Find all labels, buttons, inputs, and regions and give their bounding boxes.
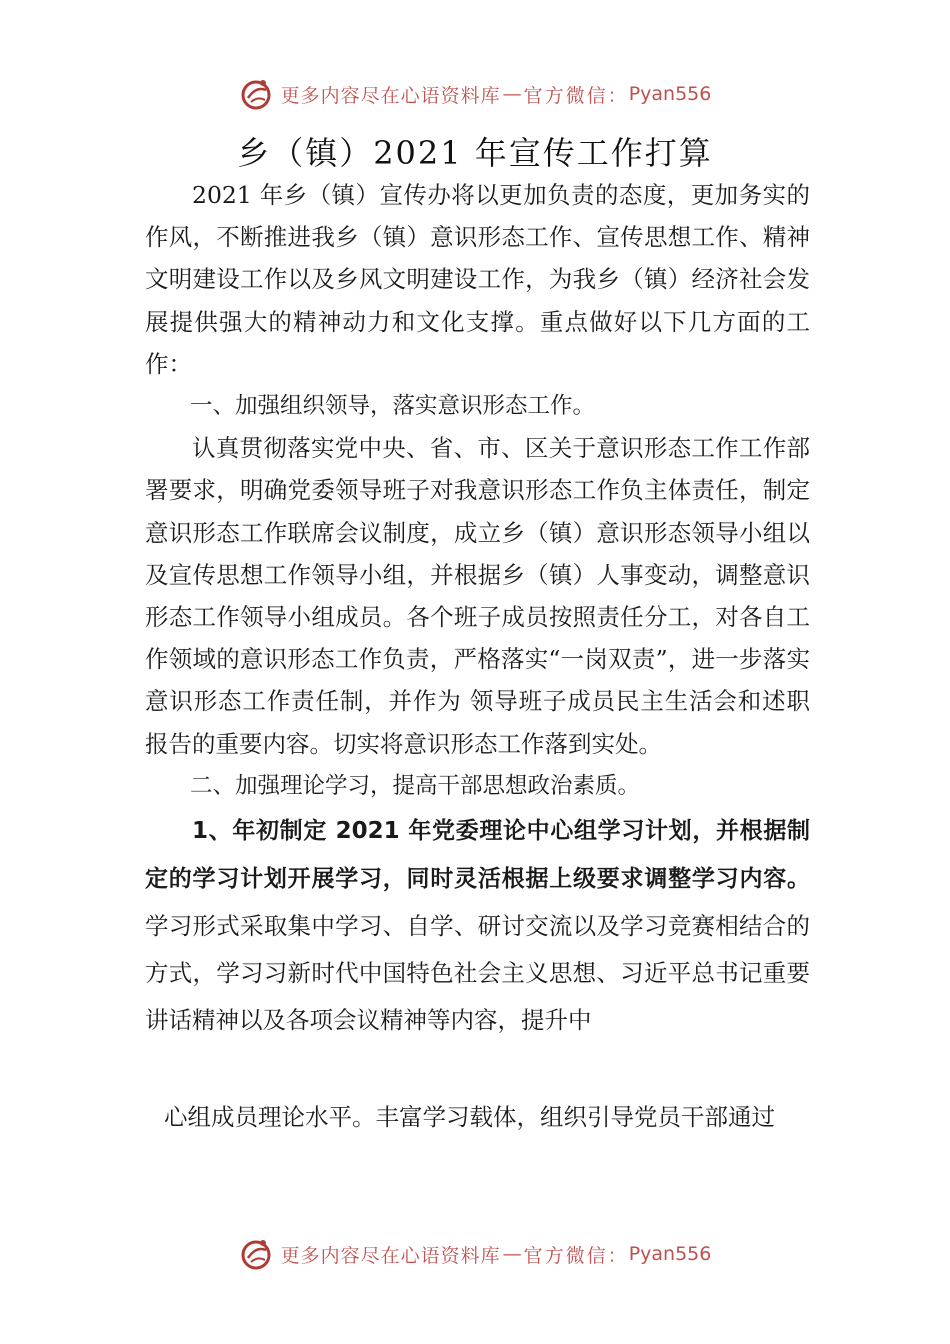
item1-bold-lead: 1、年初制定 2021 年党委理论中心组学习计划，并根据制定的学习计划开展学习，同时灵活根据上级要求调整学习内容。 — [145, 818, 810, 893]
banner-wechat-id: Pyan556 — [628, 83, 712, 105]
section1-heading: 一、加强组织领导，落实意识形态工作。 — [190, 393, 596, 420]
section1-paragraph: 认真贯彻落实党中央、省、市、区关于意识形态工作工作部署要求，明确党委领导班子对我意识形态工作负主体责任，制定意识形态工作联席会议制度，成立乡（镇）意识形态领导小组以及宣传思想工作领导小组，并根据乡（镇）人事变动，调整意识形态工作领导小组成员。各个班子成员按照责任分工，对各自工作领域的意识形态工作负责，严格落实“一岗双责”，进一步落实意识形态工作责任制，并作为 领导班子成员民主生活会和述职报告的重要内容。切实将意识形态工作落到实处。 — [145, 434, 810, 758]
section2-heading: 二、加强理论学习，提高干部思想政治素质。 — [190, 772, 641, 799]
banner-separator: — — [502, 1243, 522, 1265]
banner-wechat-label: 官方微信： — [523, 84, 629, 107]
banner-separator: — — [502, 83, 522, 105]
logo-icon — [239, 1236, 275, 1272]
intro-paragraph: 2021 年乡（镇）宣传办将以更加负责的态度，更加务实的作风，不断推进我乡（镇）意识形态工作、宣传思想工作、精神文明建设工作以及乡风文明建设工作，为我乡（镇）经济社会发展提供强大的精神动力和文化支撑。重点做好以下几方面的工作： — [145, 181, 810, 378]
document-body — [145, 174, 810, 1044]
header-banner — [0, 74, 950, 114]
document-title: 乡（镇）2021 年宣传工作打算 — [237, 134, 713, 172]
banner-text: 更多内容尽在心语资料库 — [280, 1244, 501, 1267]
banner-text: 更多内容尽在心语资料库 — [280, 84, 501, 107]
item1-continuation: 心组成员理论水平。丰富学习载体，组织引导党员干部通过 — [164, 1103, 775, 1131]
logo-icon — [239, 76, 275, 112]
item1-body: 学习形式采取集中学习、自学、研讨交流以及学习竞赛相结合的方式，学习习新时代中国特色社会主义思想、习近平总书记重要讲话精神以及各项会议精神等内容，提升中 — [145, 912, 810, 1035]
banner-wechat-label: 官方微信： — [523, 1244, 629, 1267]
footer-banner — [0, 1234, 950, 1274]
banner-wechat-id: Pyan556 — [628, 1243, 712, 1265]
item1-paragraph — [145, 807, 810, 1044]
